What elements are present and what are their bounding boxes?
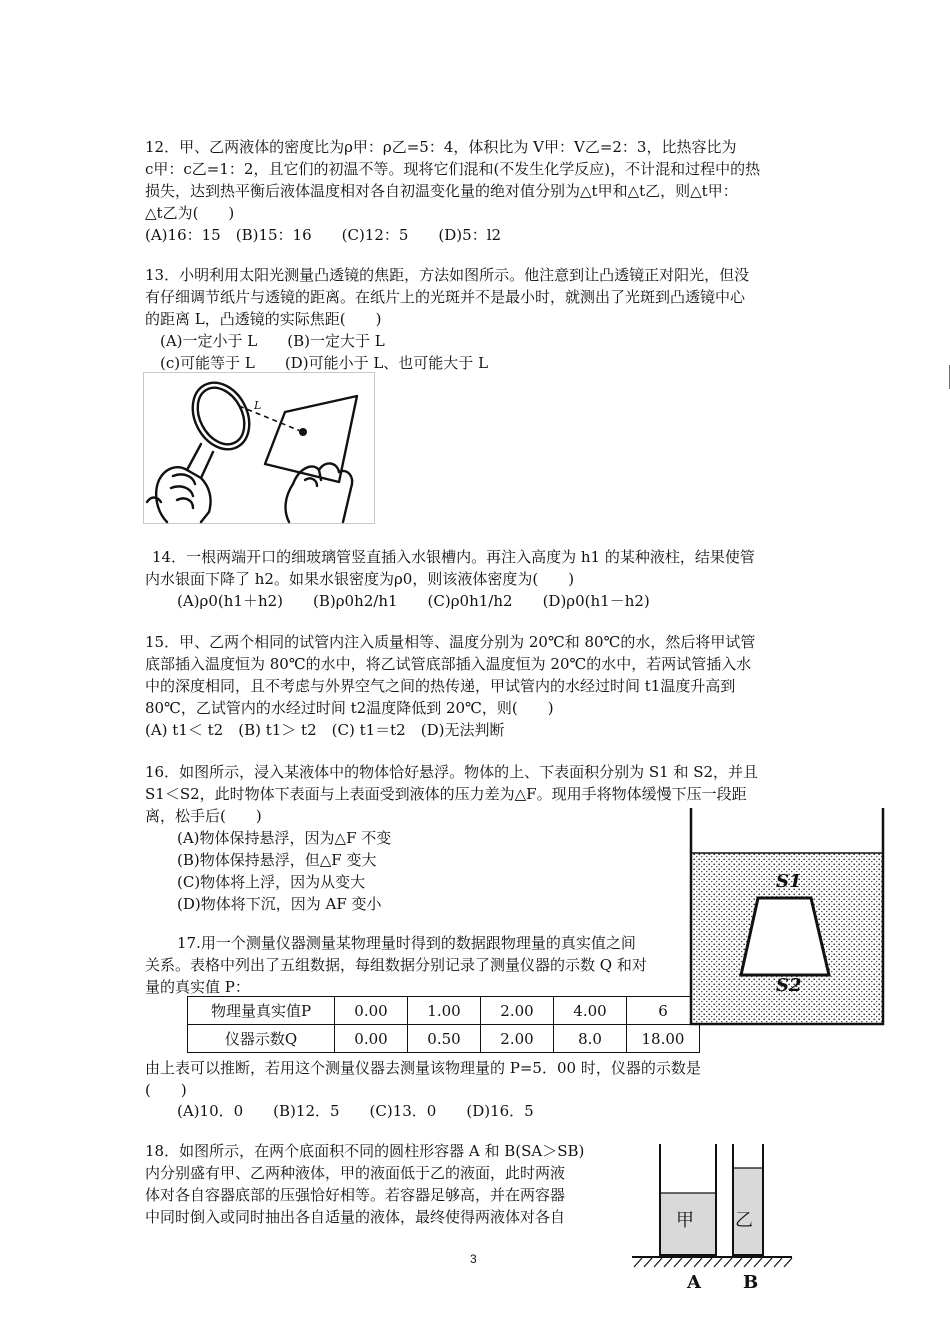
q12-line-4: △t乙为( ) [145, 204, 235, 222]
table-cell: 0.00 [335, 997, 408, 1025]
q18-line-3: 体对各自容器底部的压强恰好相等。若容器足够高，并在两容器 [145, 1186, 566, 1204]
table-cell: 0.00 [335, 1025, 408, 1053]
table-row-header: 仪器示数Q [188, 1025, 335, 1053]
q16-line-2: S1＜S2，此时物体下表面与上表面受到液体的压力差为△F。现用手将物体缓慢下压一段距 [145, 785, 747, 803]
q13-options-ab: (A)一定小于 L (B)一定大于 L [160, 332, 385, 350]
q17-line-5: ( ) [145, 1081, 187, 1099]
q17-data-table [187, 996, 700, 1053]
q15-line-2: 底部插入温度恒为 80℃的水中，将乙试管底部插入温度恒为 20℃的水中，若两试管插入水 [145, 655, 752, 673]
q15-line-4: 80℃，乙试管内的水经过时间 t2温度降低到 20℃，则( ) [145, 699, 554, 717]
q12-line-2: c甲：c乙=1：2，且它们的初温不等。现将它们混和(不发生化学反应)，不计混和过程中的热 [145, 160, 761, 178]
q13-options-cd: (c)可能等于 L (D)可能小于 L、也可能大于 L [160, 354, 489, 372]
q18-line-4: 中同时倒入或同时抽出各自适量的液体，最终使得两液体对各自 [145, 1208, 566, 1226]
table-cell: 18.00 [627, 1025, 700, 1053]
q14-line-2: 内水银面下降了 h2。如果水银密度为ρ0，则该液体密度为( ) [145, 570, 575, 588]
q12-options: (A)16：15 (B)15：16 (C)12：5 (D)5：l2 [145, 226, 502, 244]
table-row [188, 997, 700, 1025]
q16-figure-label-s2: S2 [776, 975, 802, 996]
q18-figure-label-b: B [743, 1272, 759, 1293]
q16-figure-label-s1: S1 [776, 871, 802, 892]
q14-options: (A)ρ0(h1＋h2) (B)ρ0h2/h1 (C)ρ0h1/h2 (D)ρ0(h1－h2) [177, 592, 650, 610]
q18-figure-label-yi: 乙 [735, 1210, 753, 1231]
page-number: 3 [470, 1252, 477, 1266]
q15-line-1: 15．甲、乙两个相同的试管内注入质量相等、温度分别为 20℃和 80℃的水，然后将甲试管 [145, 633, 756, 651]
q13-figure-label-l: L [254, 399, 262, 412]
q16-line-1: 16．如图所示，浸入某液体中的物体恰好悬浮。物体的上、下表面积分别为 S1 和 S2，并且 [145, 763, 759, 781]
table-cell: 4.00 [554, 997, 627, 1025]
q18-line-2: 内分别盛有甲、乙两种液体，甲的液面低于乙的液面，此时两液 [145, 1164, 566, 1182]
table-row [188, 1025, 700, 1053]
q17-line-4: 由上表可以推断，若用这个测量仪器去测量该物理量的 P=5．00 时，仪器的示数是 [145, 1059, 701, 1077]
q17-line-1: 17.用一个测量仪器测量某物理量时得到的数据跟物理量的真实值之间 [177, 934, 636, 952]
q18-containers-figure [628, 1140, 796, 1276]
table-cell: 6 [627, 997, 700, 1025]
table-cell: 2.00 [481, 1025, 554, 1053]
table-cell: 0.50 [408, 1025, 481, 1053]
page-edge-mark [945, 365, 950, 389]
q13-line-2: 有仔细调节纸片与透镜的距离。在纸片上的光斑并不是最小时，就测出了光斑到凸透镜中心 [145, 288, 746, 306]
q12-line-1: 12．甲、乙两液体的密度比为ρ甲：ρ乙=5：4，体积比为 V甲：V乙=2：3，比热容比为 [145, 138, 737, 156]
q13-line-3: 的距离 L，凸透镜的实际焦距( ) [145, 310, 382, 328]
table-row-header: 物理量真实值P [188, 997, 335, 1025]
table-cell: 8.0 [554, 1025, 627, 1053]
q16-option-d: (D)物体将下沉，因为 AF 变小 [177, 895, 382, 913]
q14-line-1: 14．一根两端开口的细玻璃管竖直插入水银槽内。再注入高度为 h1 的某种液柱，结果使管 [152, 548, 755, 566]
q13-line-1: 13．小明利用太阳光测量凸透镜的焦距，方法如图所示。他注意到让凸透镜正对阳光，但没 [145, 266, 750, 284]
q15-line-3: 中的深度相同，且不考虑与外界空气之间的热传递，甲试管内的水经过时间 t1温度升高到 [145, 677, 736, 695]
q18-figure-label-a: A [687, 1272, 701, 1293]
q16-option-c: (C)物体将上浮，因为从变大 [177, 873, 366, 891]
table-cell: 1.00 [408, 997, 481, 1025]
q17-options: (A)10．0 (B)12．5 (C)13．0 (D)16．5 [177, 1102, 534, 1120]
table-cell: 2.00 [481, 997, 554, 1025]
q18-figure-label-jia: 甲 [676, 1210, 694, 1231]
q13-lens-figure [143, 372, 375, 524]
q16-option-a: (A)物体保持悬浮，因为△F 不变 [177, 829, 392, 847]
q16-option-b: (B)物体保持悬浮，但△F 变大 [177, 851, 377, 869]
q12-line-3: 损失，达到热平衡后液体温度相对各自初温变化量的绝对值分别为△t甲和△t乙，则△t甲： [145, 182, 738, 200]
q18-line-1: 18．如图所示，在两个底面积不同的圆柱形容器 A 和 B(SA＞SB) [145, 1142, 585, 1160]
q15-options: (A) t1＜ t2 (B) t1＞ t2 (C) t1＝t2 (D)无法判断 [145, 721, 505, 739]
q17-line-3: 量的真实值 P： [145, 978, 250, 996]
q17-line-2: 关系。表格中列出了五组数据，每组数据分别记录了测量仪器的示数 Q 和对 [145, 956, 647, 974]
q16-line-3: 离，松手后( ) [145, 807, 262, 825]
